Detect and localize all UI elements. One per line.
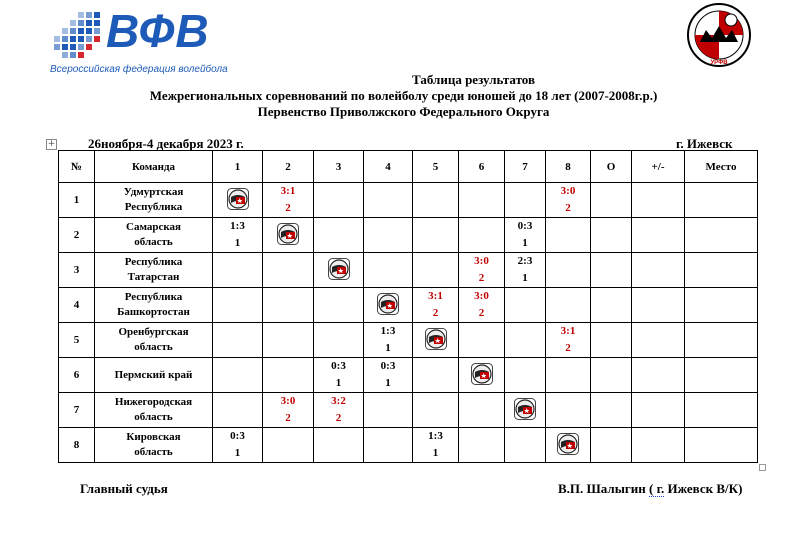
event-dates: 26ноября-4 декабря 2023 г. (88, 136, 244, 151)
team-name (95, 253, 213, 288)
table-row (59, 393, 758, 428)
empty-cell (314, 183, 364, 218)
empty-cell (263, 288, 314, 323)
self-match-cell (263, 218, 314, 253)
points-cell (591, 183, 632, 218)
vfv-logo-subtitle: Всероссийская федерация волейбола (50, 64, 228, 75)
urfv-emblem-icon (686, 2, 752, 68)
match-points: 2 (285, 412, 291, 424)
match-score-cell (364, 323, 413, 358)
empty-cell (314, 288, 364, 323)
diff-cell (632, 428, 685, 463)
place-cell (685, 183, 758, 218)
empty-cell (263, 253, 314, 288)
header-num: № (59, 151, 95, 183)
empty-cell (505, 183, 546, 218)
self-match-cell (213, 183, 263, 218)
empty-cell (505, 288, 546, 323)
team-name (95, 288, 213, 323)
header-row (59, 151, 758, 183)
team-name-line: Татарстан (127, 271, 180, 283)
match-score-cell (263, 183, 314, 218)
points-cell (591, 288, 632, 323)
header-col-7: 7 (505, 151, 546, 183)
diff-cell (632, 288, 685, 323)
match-score: 3:1 (560, 325, 576, 337)
empty-cell (459, 393, 505, 428)
match-score: 3:0 (474, 290, 489, 302)
table-move-handle-icon[interactable]: + (47, 139, 56, 149)
match-score-cell (314, 393, 364, 428)
points-cell (591, 358, 632, 393)
match-score: 0:3 (380, 360, 396, 372)
diff-cell (632, 253, 685, 288)
match-score: 3:1 (280, 185, 296, 197)
empty-cell (263, 323, 314, 358)
header-col-6: 6 (459, 151, 505, 183)
match-score-cell (413, 288, 459, 323)
empty-cell (546, 253, 591, 288)
place-cell (685, 393, 758, 428)
document-title (0, 72, 807, 120)
empty-cell (413, 358, 459, 393)
judge-name-squiggle: ( г. (649, 481, 665, 496)
team-name-line: область (134, 236, 173, 248)
table-row (59, 183, 758, 218)
match-points: 1 (234, 237, 241, 249)
team-name (95, 218, 213, 253)
empty-cell (413, 183, 459, 218)
header-diff: +/- (632, 151, 685, 183)
header-col-8: 8 (546, 151, 591, 183)
match-points: 2 (565, 342, 571, 354)
empty-cell (459, 183, 505, 218)
team-name-line: Оренбургская (118, 326, 189, 338)
place-cell (685, 323, 758, 358)
volleyball-emblem-icon (277, 223, 299, 248)
empty-cell (459, 323, 505, 358)
match-score: 3:0 (560, 185, 576, 197)
title-line-3: Первенство Приволжского Федерального Округа (257, 104, 550, 119)
table-row (59, 253, 758, 288)
team-name-line: область (134, 341, 173, 353)
team-name-line: Республика (124, 256, 183, 268)
points-cell (591, 428, 632, 463)
table-row (59, 358, 758, 393)
judge-name-post: Ижевск В/К) (664, 481, 743, 496)
table-resize-handle[interactable] (759, 464, 766, 471)
diff-cell (632, 323, 685, 358)
empty-cell (314, 428, 364, 463)
empty-cell (213, 358, 263, 393)
row-num: 7 (59, 393, 95, 428)
match-points: 1 (234, 447, 241, 459)
match-score: 1:3 (380, 325, 396, 337)
diff-cell (632, 393, 685, 428)
diff-cell (632, 183, 685, 218)
match-points: 2 (285, 202, 291, 214)
match-score-cell (459, 253, 505, 288)
place-cell (685, 428, 758, 463)
team-name-line: Республика (124, 291, 183, 303)
vfv-logo-text: ВФВ (106, 5, 210, 57)
match-points: 2 (478, 272, 485, 284)
row-num: 2 (59, 218, 95, 253)
self-match-cell (314, 253, 364, 288)
judge-label: Главный судья (80, 481, 168, 496)
results-body (59, 183, 758, 463)
match-score: 3:0 (280, 395, 296, 407)
empty-cell (263, 428, 314, 463)
place-cell (685, 358, 758, 393)
volleyball-emblem-icon (425, 328, 447, 353)
match-score-cell (505, 253, 546, 288)
team-name (95, 183, 213, 218)
team-name-line: Самарская (126, 221, 181, 233)
match-score: 1:3 (230, 220, 245, 232)
self-match-cell (413, 323, 459, 358)
self-match-cell (505, 393, 546, 428)
table-row (59, 218, 758, 253)
empty-cell (364, 183, 413, 218)
points-cell (591, 323, 632, 358)
team-name-line: Пермский край (114, 368, 193, 381)
match-score-cell (213, 428, 263, 463)
header-points: О (591, 151, 632, 183)
diff-cell (632, 218, 685, 253)
judge-name-pre: В.П. Шалыгин (558, 481, 649, 496)
match-score: 2:3 (517, 255, 533, 267)
self-match-cell (546, 428, 591, 463)
volleyball-emblem-icon (328, 258, 350, 283)
match-score: 0:3 (230, 430, 245, 442)
header-team: Команда (95, 151, 213, 183)
match-score: 3:0 (474, 255, 489, 267)
team-name-line: область (134, 446, 173, 458)
match-points: 1 (522, 272, 528, 284)
team-name-line: Кировская (126, 431, 181, 443)
match-points: 2 (565, 202, 571, 214)
empty-cell (314, 218, 364, 253)
points-cell (591, 393, 632, 428)
event-city: г. Ижевск (676, 136, 733, 151)
place-cell (685, 288, 758, 323)
volleyball-emblem-icon (557, 433, 579, 458)
row-num: 5 (59, 323, 95, 358)
emblem-text: УРФВ (710, 60, 728, 66)
volleyball-emblem-icon (227, 188, 249, 213)
team-name-line: Нижегородская (114, 396, 193, 408)
results-table (58, 150, 758, 463)
match-score: 0:3 (517, 220, 533, 232)
match-score-cell (459, 288, 505, 323)
header-col-4: 4 (364, 151, 413, 183)
table-row (59, 323, 758, 358)
empty-cell (459, 218, 505, 253)
empty-cell (546, 358, 591, 393)
empty-cell (364, 428, 413, 463)
points-cell (591, 253, 632, 288)
team-name-line: область (134, 411, 173, 423)
volleyball-emblem-icon (471, 363, 493, 388)
empty-cell (364, 393, 413, 428)
header-col-1: 1 (213, 151, 263, 183)
match-points: 2 (478, 307, 485, 319)
match-points: 1 (522, 237, 528, 249)
empty-cell (505, 358, 546, 393)
team-name-line: Удмуртская (123, 186, 184, 198)
empty-cell (314, 323, 364, 358)
row-num: 3 (59, 253, 95, 288)
title-line-1: Таблица результатов (412, 72, 535, 87)
header-place: Место (685, 151, 758, 183)
match-score: 1:3 (428, 430, 443, 442)
empty-cell (413, 218, 459, 253)
volleyball-emblem-icon (377, 293, 399, 318)
match-score: 3:1 (428, 290, 443, 302)
match-score: 3:2 (331, 395, 346, 407)
row-num: 6 (59, 358, 95, 393)
self-match-cell (459, 358, 505, 393)
row-num: 8 (59, 428, 95, 463)
table-row (59, 288, 758, 323)
place-cell (685, 253, 758, 288)
volleyball-emblem-icon (514, 398, 536, 423)
team-name (95, 428, 213, 463)
row-num: 1 (59, 183, 95, 218)
place-cell (685, 218, 758, 253)
team-name-line: Башкортостан (117, 306, 190, 318)
header-col-5: 5 (413, 151, 459, 183)
team-name (95, 358, 213, 393)
empty-cell (546, 393, 591, 428)
match-points: 2 (335, 412, 342, 424)
team-name (95, 393, 213, 428)
match-score-cell (505, 218, 546, 253)
match-score-cell (213, 218, 263, 253)
match-points: 1 (335, 377, 342, 389)
match-score-cell (546, 183, 591, 218)
judge-name (558, 481, 742, 497)
match-score: 0:3 (331, 360, 346, 372)
empty-cell (505, 428, 546, 463)
diff-cell (632, 358, 685, 393)
match-score-cell (263, 393, 314, 428)
row-num: 4 (59, 288, 95, 323)
empty-cell (413, 393, 459, 428)
team-name (95, 323, 213, 358)
empty-cell (413, 253, 459, 288)
empty-cell (263, 358, 314, 393)
match-points: 1 (385, 342, 391, 354)
empty-cell (213, 323, 263, 358)
empty-cell (364, 253, 413, 288)
match-points: 2 (432, 307, 439, 319)
match-points: 1 (385, 377, 391, 389)
vfv-logo (50, 5, 240, 76)
empty-cell (213, 253, 263, 288)
points-cell (591, 218, 632, 253)
match-score-cell (314, 358, 364, 393)
team-name-line: Республика (124, 201, 183, 213)
empty-cell (213, 393, 263, 428)
empty-cell (546, 288, 591, 323)
match-score-cell (413, 428, 459, 463)
match-score-cell (546, 323, 591, 358)
header-col-2: 2 (263, 151, 314, 183)
empty-cell (546, 218, 591, 253)
match-score-cell (364, 358, 413, 393)
empty-cell (213, 288, 263, 323)
match-points: 1 (432, 447, 439, 459)
title-line-2: Межрегиональных соревнований по волейболу среди юношей до 18 лет (2007-2008г.р.) (149, 88, 658, 103)
empty-cell (459, 428, 505, 463)
table-row (59, 428, 758, 463)
empty-cell (505, 323, 546, 358)
header-col-3: 3 (314, 151, 364, 183)
empty-cell (364, 218, 413, 253)
self-match-cell (364, 288, 413, 323)
vfv-logo-grid-icon (50, 12, 102, 60)
